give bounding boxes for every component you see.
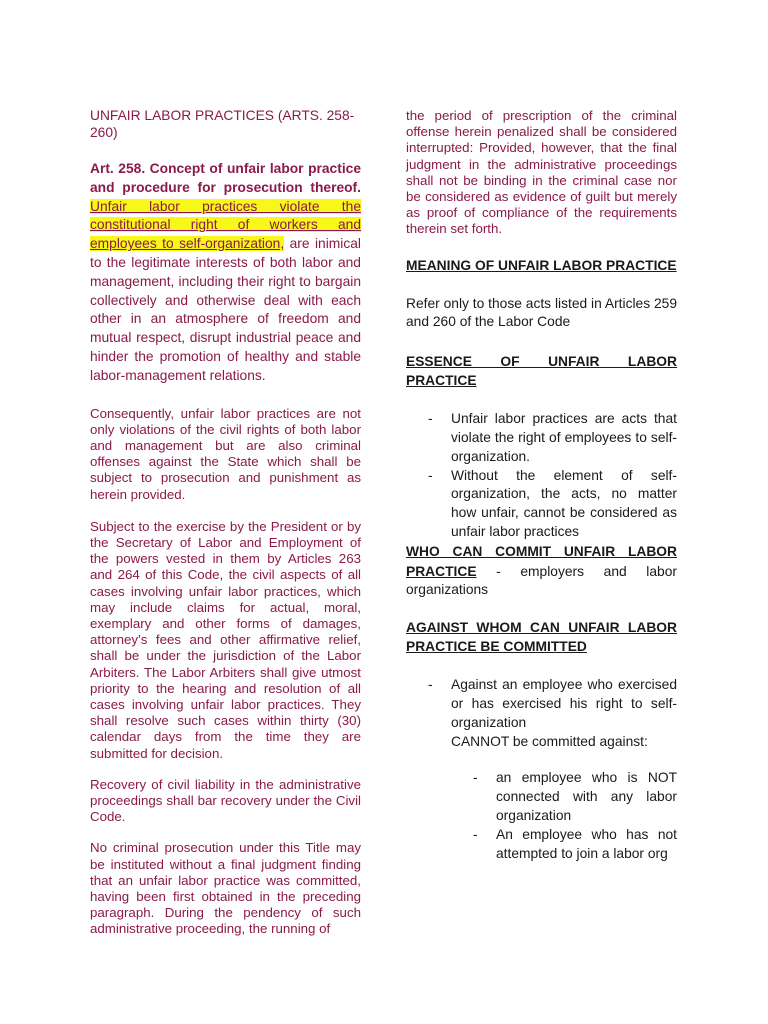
section-title: UNFAIR LABOR PRACTICES (ARTS. 258-260)	[90, 108, 355, 140]
paragraph-consequently: Consequently, unfair labor practices are not only violations of the civil rights of both labor and management but are also criminal offenses against the State which shall be subject to prosecution and punishment as herein provided.	[90, 405, 361, 502]
paragraph-rest: are inimical to the legitimate interests of both labor and management, including their right to bargain collectively and otherwise deal with each other in an atmosphere of freedom and mutual respect, disrupt industrial peace and hinder the promotion of healthy and stable labor-management relations.	[90, 236, 361, 383]
paragraph-no-criminal: No criminal prosecution under this Title may be instituted without a final judgment finding that an unfair labor practice was committed, having been first obtained in the preceding paragraph. During the pendency of such administrative proceeding, the running of	[90, 840, 361, 937]
heading-meaning: MEANING OF UNFAIR LABOR PRACTICE	[406, 257, 677, 273]
who-can-commit	[406, 542, 677, 600]
heading-essence: ESSENCE OF UNFAIR LABOR PRACTICE	[406, 354, 677, 389]
essence-list	[406, 410, 677, 542]
cannot-label: CANNOT be committed against:	[451, 733, 648, 749]
right-column	[406, 108, 677, 863]
left-column	[90, 108, 361, 938]
paragraph-continued: the period of prescription of the criminal offense herein penalized shall be considered interrupted: Provided, however, that the final judgment in the administrative proceedings shall not be binding in the criminal case nor be considered as evidence of guilt but merely as proof of compliance of the requirements therein set forth.	[406, 108, 677, 237]
paragraph-recovery: Recovery of civil liability in the administrative proceedings shall bar recovery under the Civil Code.	[90, 776, 361, 825]
list-item: - Against an employee who exercised or has exercised his right to self-organization	[428, 677, 677, 730]
heading-against: AGAINST WHOM CAN UNFAIR LABOR PRACTICE BE COMMITTED	[406, 620, 677, 655]
heading-who: WHO CAN COMMIT UNFAIR LABOR PRACTICE	[406, 543, 677, 579]
highlighted-text: Unfair labor practices violate the constitutional right of workers and employees to self-organization,	[90, 198, 361, 252]
who-text: - employers and labor organizations	[406, 563, 677, 598]
against-list	[406, 676, 677, 732]
list-item: - Unfair labor practices are acts that violate the right of employees to self-organization.	[428, 411, 677, 464]
meaning-text: Refer only to those acts listed in Articles 259 and 260 of the Labor Code	[406, 295, 677, 330]
paragraph-subject-to: Subject to the exercise by the President or by the Secretary of Labor and Employment of the powers vested in them by Articles 263 and 264 of this Code, the civil aspects of all cases involving unfair labor practices, which may include claims for actual, moral, exemplary and other forms of damages, attorney’s fees and other affirmative relief, shall be under the jurisdiction of the Labor Arbiters. The Labor Arbiters shall give utmost priority to the hearing and resolution of all cases involving unfair labor practices. They shall resolve such cases within thirty (30) calendar days from the time they are submitted for decision.	[90, 518, 361, 761]
list-item: - an employee who is NOT connected with any labor organization	[473, 770, 677, 823]
cannot-list	[406, 769, 677, 863]
article-258-paragraph	[90, 160, 361, 386]
list-item: - An employee who has not attempted to join a labor org	[473, 826, 677, 861]
article-heading: Art. 258. Concept of unfair labor practice and procedure for prosecution thereof.	[90, 161, 361, 195]
list-item: - Without the element of self-organization, the acts, no matter how unfair, cannot be considered as unfair labor practices	[428, 467, 677, 539]
